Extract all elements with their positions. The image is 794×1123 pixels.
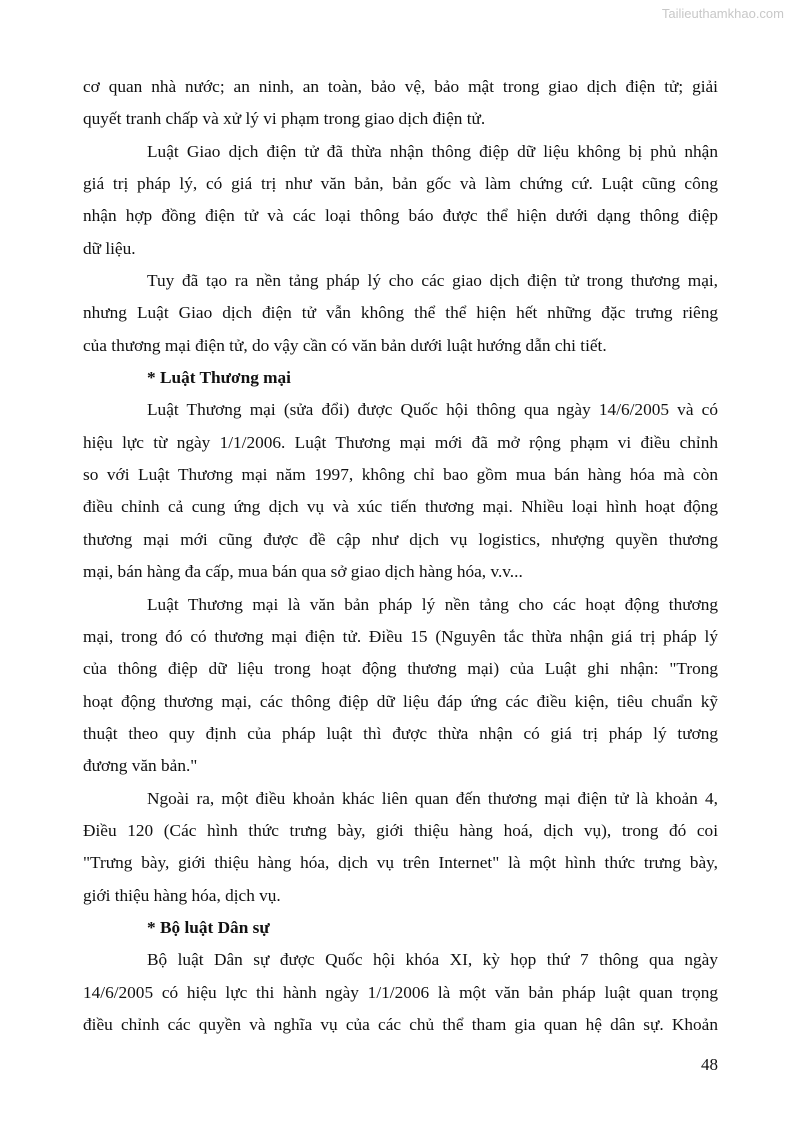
text-line: mại, bán hàng đa cấp, mua bán qua sở giao dịch hàng hóa, v.v... (83, 562, 523, 582)
text-line: giới thiệu hàng hóa, dịch vụ. (83, 885, 281, 905)
text-line: 14/6/2005 có hiệu lực thi hành ngày 1/1/2006 là một văn bản pháp luật quan trọng (83, 982, 718, 1002)
text-line: Luật Giao dịch điện tử đã thừa nhận thông điệp dữ liệu không bị phủ nhận (147, 141, 718, 161)
text-line: điều chỉnh cả cung ứng dịch vụ và xúc tiến thương mại. Nhiều loại hình hoạt động (83, 497, 718, 517)
watermark: Tailieuthamkhao.com (661, 6, 784, 21)
paragraph (83, 71, 718, 136)
text-line: quyết tranh chấp và xử lý vi phạm trong giao dịch điện tử. (83, 109, 486, 129)
text-line: Ngoài ra, một điều khoản khác liên quan đến thương mại điện tử là khoản 4, (147, 788, 718, 808)
page-number: 48 (701, 1055, 718, 1074)
text-line: đương văn bản." (83, 756, 198, 776)
paragraph (83, 589, 718, 783)
text-line: cơ quan nhà nước; an ninh, an toàn, bảo vệ, bảo mật trong giao dịch điện tử; giải (83, 77, 718, 96)
section-heading (83, 362, 718, 394)
paragraph (83, 136, 718, 265)
text-line: so với Luật Thương mại năm 1997, không chỉ bao gồm mua bán hàng hóa mà còn (83, 465, 718, 485)
text-line: Điều 120 (Các hình thức trưng bày, giới thiệu hàng hoá, dịch vụ), trong đó coi (83, 820, 718, 840)
text-line: điều chỉnh các quyền và nghĩa vụ của các chủ thể tham gia quan hệ dân sự. Khoản (83, 1014, 718, 1034)
text-line: giá trị pháp lý, có giá trị như văn bản, bản gốc và làm chứng cứ. Luật cũng công (83, 174, 718, 194)
heading-text: * Luật Thương mại (147, 368, 291, 388)
text-line: nhưng Luật Giao dịch điện tử vẫn không thể thể hiện hết những đặc trưng riêng (83, 303, 718, 323)
text-line: Bộ luật Dân sự được Quốc hội khóa XI, kỳ họp thứ 7 thông qua ngày (147, 950, 718, 970)
text-line: Luật Thương mại là văn bản pháp lý nền tảng cho các hoạt động thương (147, 594, 718, 614)
text-line: Tuy đã tạo ra nền tảng pháp lý cho các giao dịch điện tử trong thương mại, (147, 271, 718, 291)
paragraph (83, 394, 718, 588)
text-line: "Trưng bày, giới thiệu hàng hóa, dịch vụ trên Internet" là một hình thức trưng bày, (83, 853, 718, 873)
section-heading (83, 912, 718, 944)
paragraph (83, 944, 718, 1041)
text-line: hoạt động thương mại, các thông điệp dữ liệu đáp ứng các điều kiện, tiêu chuẩn kỹ (83, 691, 718, 711)
paragraph (83, 783, 718, 912)
text-line: Luật Thương mại (sửa đổi) được Quốc hội thông qua ngày 14/6/2005 và có (147, 400, 718, 420)
text-line: dữ liệu. (83, 238, 136, 258)
text-line: thuật theo quy định của pháp luật thì được thừa nhận có giá trị pháp lý tương (83, 723, 718, 743)
text-line: mại, trong đó có thương mại điện tử. Điều 15 (Nguyên tắc thừa nhận giá trị pháp lý (83, 626, 718, 646)
heading-text: * Bộ luật Dân sự (147, 917, 270, 937)
text-line: nhận hợp đồng điện tử và các loại thông báo được thể hiện dưới dạng thông điệp (83, 206, 718, 226)
text-line: thương mại mới cũng được đề cập như dịch vụ logistics, nhượng quyền thương (83, 529, 718, 549)
text-line: của thương mại điện tử, do vậy cần có văn bản dưới luật hướng dẫn chi tiết. (83, 335, 607, 355)
paragraph (83, 265, 718, 362)
document-body (83, 71, 718, 1041)
text-line: của thông điệp dữ liệu trong hoạt động thương mại) của Luật ghi nhận: "Trong (83, 659, 718, 679)
text-line: hiệu lực từ ngày 1/1/2006. Luật Thương mại mới đã mở rộng phạm vi điều chỉnh (83, 432, 718, 452)
